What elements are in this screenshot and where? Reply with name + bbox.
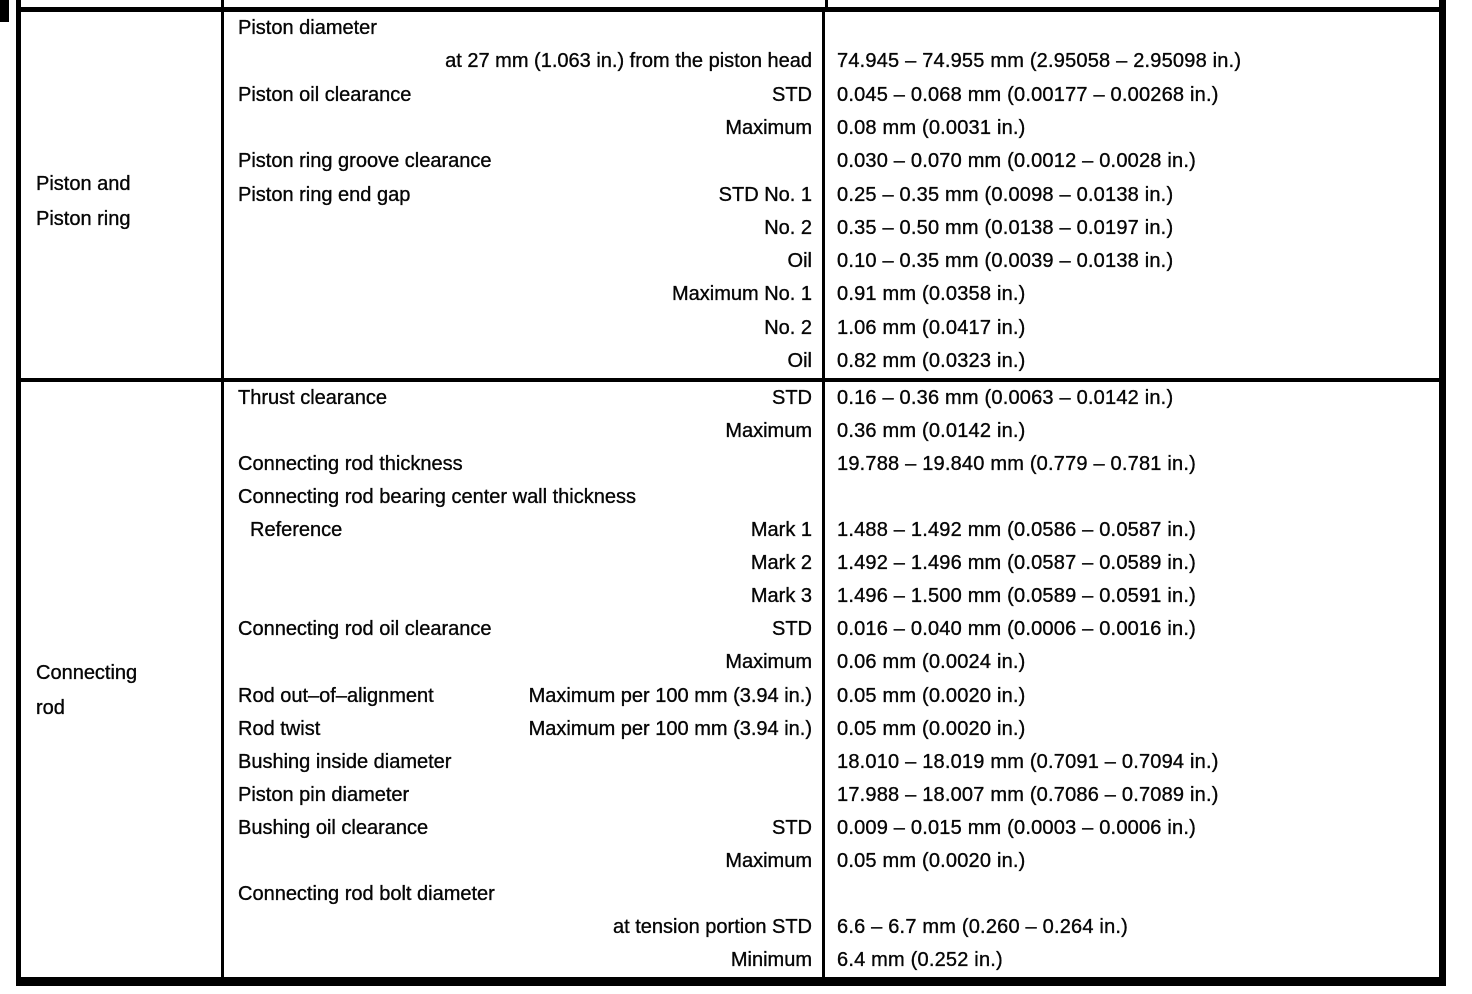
spec-cell xyxy=(224,178,825,211)
spec-cell xyxy=(224,812,825,845)
spec-cell xyxy=(224,79,825,112)
component-label-line: rod xyxy=(36,697,65,720)
spec-row xyxy=(224,613,1439,646)
spec-value: 1.496 – 1.500 mm (0.0589 – 0.0591 in.) xyxy=(837,585,1196,608)
value-cell xyxy=(825,845,1439,878)
value-cell xyxy=(825,415,1439,448)
spec-sublabel: Maximum xyxy=(725,849,812,872)
spec-cell xyxy=(224,345,825,378)
value-cell xyxy=(825,245,1439,278)
table-sections xyxy=(21,12,1439,986)
spec-value: 0.10 – 0.35 mm (0.0039 – 0.0138 in.) xyxy=(837,250,1174,273)
spec-sublabel: Maximum xyxy=(725,420,812,443)
spec-value: 1.06 mm (0.0417 in.) xyxy=(837,316,1026,339)
value-cell xyxy=(825,112,1439,145)
spec-sublabel: STD No. 1 xyxy=(718,183,812,206)
value-cell xyxy=(825,382,1439,415)
spec-row xyxy=(224,312,1439,345)
spec-sublabel: STD xyxy=(772,816,812,839)
spec-sublabel: Maximum xyxy=(725,651,812,674)
spec-cell xyxy=(224,911,825,944)
spec-label: Connecting rod oil clearance xyxy=(238,618,492,641)
spec-label: Piston oil clearance xyxy=(238,83,412,106)
value-cell xyxy=(825,12,1439,45)
spec-row xyxy=(224,212,1439,245)
value-cell xyxy=(825,514,1439,547)
spec-row xyxy=(224,944,1439,977)
spec-row xyxy=(224,345,1439,378)
spec-label: Piston pin diameter xyxy=(238,783,410,806)
value-cell xyxy=(825,580,1439,613)
spec-cell xyxy=(224,878,825,911)
spec-row xyxy=(224,45,1439,78)
spec-sublabel: STD xyxy=(772,618,812,641)
spec-cell xyxy=(224,12,825,45)
spec-row xyxy=(224,145,1439,178)
spec-label: Connecting rod thickness xyxy=(238,453,463,476)
value-cell xyxy=(825,812,1439,845)
spec-value: 0.009 – 0.015 mm (0.0003 – 0.0006 in.) xyxy=(837,816,1196,839)
spec-sublabel: Oil xyxy=(787,250,812,273)
spec-label: Rod twist xyxy=(238,717,321,740)
value-cell xyxy=(825,79,1439,112)
component-label-line: Connecting xyxy=(36,662,138,685)
spec-section xyxy=(21,12,1439,382)
spec-row xyxy=(224,12,1439,45)
spec-value: 18.010 – 18.019 mm (0.7091 – 0.7094 in.) xyxy=(837,750,1219,773)
spec-rows xyxy=(224,382,1439,977)
spec-sublabel: Maximum xyxy=(725,116,812,139)
value-cell xyxy=(825,45,1439,78)
spec-row xyxy=(224,845,1439,878)
spec-cell xyxy=(224,45,825,78)
spec-value: 0.16 – 0.36 mm (0.0063 – 0.0142 in.) xyxy=(837,387,1174,410)
value-cell xyxy=(825,944,1439,977)
spec-cell xyxy=(224,680,825,713)
spec-value: 0.91 mm (0.0358 in.) xyxy=(837,283,1026,306)
spec-row xyxy=(224,779,1439,812)
spec-cell xyxy=(224,580,825,613)
spec-cell xyxy=(224,613,825,646)
spec-sublabel: Minimum xyxy=(730,948,812,971)
spec-row xyxy=(224,746,1439,779)
spec-rows xyxy=(224,12,1439,378)
spec-label: Piston ring end gap xyxy=(238,183,411,206)
spec-row xyxy=(224,713,1439,746)
spec-cell xyxy=(224,779,825,812)
spec-row xyxy=(224,580,1439,613)
spec-cell xyxy=(224,212,825,245)
spec-label: Piston diameter xyxy=(238,17,377,40)
spec-cell xyxy=(224,845,825,878)
spec-value: 74.945 – 74.955 mm (2.95058 – 2.95098 in.) xyxy=(837,50,1242,73)
spec-value: 6.4 mm (0.252 in.) xyxy=(837,948,1003,971)
spec-row xyxy=(224,911,1439,944)
spec-value: 0.016 – 0.040 mm (0.0006 – 0.0016 in.) xyxy=(837,618,1196,641)
spec-cell xyxy=(224,312,825,345)
spec-value: 0.05 mm (0.0020 in.) xyxy=(837,717,1026,740)
spec-value: 0.82 mm (0.0323 in.) xyxy=(837,349,1026,372)
spec-cell xyxy=(224,245,825,278)
spec-sublabel: Mark 3 xyxy=(750,585,812,608)
spec-cell xyxy=(224,746,825,779)
spec-row xyxy=(224,680,1439,713)
spec-sublabel: STD xyxy=(772,83,812,106)
spec-table xyxy=(16,0,1446,986)
spec-value: 0.030 – 0.070 mm (0.0012 – 0.0028 in.) xyxy=(837,150,1196,173)
spec-cell xyxy=(224,547,825,580)
value-cell xyxy=(825,911,1439,944)
value-cell xyxy=(825,212,1439,245)
spec-value: 0.08 mm (0.0031 in.) xyxy=(837,116,1026,139)
partial-spec-cell xyxy=(224,0,828,7)
spec-value: 1.492 – 1.496 mm (0.0587 – 0.0589 in.) xyxy=(837,552,1196,575)
partial-previous-row xyxy=(21,0,1439,12)
spec-row xyxy=(224,481,1439,514)
value-cell xyxy=(825,779,1439,812)
spec-row xyxy=(224,514,1439,547)
spec-row xyxy=(224,278,1439,311)
spec-row xyxy=(224,547,1439,580)
spec-sublabel: Mark 2 xyxy=(750,552,812,575)
spec-label: Bushing inside diameter xyxy=(238,750,452,773)
value-cell xyxy=(825,312,1439,345)
spec-label: Connecting rod bearing center wall thickness xyxy=(238,486,636,509)
spec-cell xyxy=(224,382,825,415)
spec-row xyxy=(224,112,1439,145)
spec-value: 0.045 – 0.068 mm (0.00177 – 0.00268 in.) xyxy=(837,83,1219,106)
spec-label: Thrust clearance xyxy=(238,387,387,410)
value-cell xyxy=(825,547,1439,580)
spec-label: Connecting rod bolt diameter xyxy=(238,882,495,905)
spec-value: 6.6 – 6.7 mm (0.260 – 0.264 in.) xyxy=(837,915,1129,938)
spec-sublabel: at 27 mm (1.063 in.) from the piston head xyxy=(445,50,812,73)
spec-cell xyxy=(224,481,825,514)
value-cell xyxy=(825,613,1439,646)
spec-value: 0.05 mm (0.0020 in.) xyxy=(837,684,1026,707)
spec-row xyxy=(224,79,1439,112)
scan-edge-artifact xyxy=(0,0,9,22)
spec-row xyxy=(224,245,1439,278)
spec-value: 0.05 mm (0.0020 in.) xyxy=(837,849,1026,872)
value-cell xyxy=(825,746,1439,779)
component-label-line: Piston and xyxy=(36,173,131,195)
spec-cell xyxy=(224,278,825,311)
spec-cell xyxy=(224,448,825,481)
spec-cell xyxy=(224,646,825,679)
spec-row xyxy=(224,382,1439,415)
component-label-line: Piston ring xyxy=(36,208,131,230)
spec-sublabel: Maximum No. 1 xyxy=(671,283,812,306)
spec-sublabel: at tension portion STD xyxy=(613,915,812,938)
spec-cell xyxy=(224,713,825,746)
component-cell xyxy=(21,382,224,977)
spec-cell xyxy=(224,145,825,178)
value-cell xyxy=(825,448,1439,481)
spec-label: Rod out–of–alignment xyxy=(238,684,434,707)
spec-sublabel: Mark 1 xyxy=(750,519,812,542)
spec-cell xyxy=(224,514,825,547)
spec-section xyxy=(21,382,1439,986)
value-cell xyxy=(825,345,1439,378)
spec-row xyxy=(224,448,1439,481)
spec-value: 0.36 mm (0.0142 in.) xyxy=(837,420,1026,443)
spec-cell xyxy=(224,944,825,977)
value-cell xyxy=(825,278,1439,311)
spec-value: 19.788 – 19.840 mm (0.779 – 0.781 in.) xyxy=(837,453,1196,476)
value-cell xyxy=(825,646,1439,679)
value-cell xyxy=(825,481,1439,514)
spec-sublabel: STD xyxy=(772,387,812,410)
value-cell xyxy=(825,680,1439,713)
component-cell xyxy=(21,12,224,378)
spec-value: 17.988 – 18.007 mm (0.7086 – 0.7089 in.) xyxy=(837,783,1219,806)
spec-row xyxy=(224,178,1439,211)
spec-row xyxy=(224,415,1439,448)
spec-value: 0.06 mm (0.0024 in.) xyxy=(837,651,1026,674)
value-cell xyxy=(825,178,1439,211)
value-cell xyxy=(825,145,1439,178)
spec-cell xyxy=(224,112,825,145)
value-cell xyxy=(825,878,1439,911)
spec-label: Bushing oil clearance xyxy=(238,816,429,839)
spec-sublabel: Maximum per 100 mm (3.94 in.) xyxy=(528,717,812,740)
value-cell xyxy=(825,713,1439,746)
spec-value: 0.35 – 0.50 mm (0.0138 – 0.0197 in.) xyxy=(837,216,1174,239)
spec-label: Piston ring groove clearance xyxy=(238,150,492,173)
spec-value: 0.25 – 0.35 mm (0.0098 – 0.0138 in.) xyxy=(837,183,1174,206)
partial-value-cell xyxy=(828,0,1439,7)
spec-cell xyxy=(224,415,825,448)
spec-label: Reference xyxy=(250,519,343,542)
spec-value: 1.488 – 1.492 mm (0.0586 – 0.0587 in.) xyxy=(837,519,1196,542)
spec-row xyxy=(224,812,1439,845)
component-label xyxy=(36,167,217,237)
spec-sublabel: Maximum per 100 mm (3.94 in.) xyxy=(528,684,812,707)
spec-sublabel: No. 2 xyxy=(764,216,812,239)
component-label xyxy=(36,656,217,726)
partial-component-cell xyxy=(21,0,224,7)
spec-sublabel: No. 2 xyxy=(764,316,812,339)
spec-row xyxy=(224,878,1439,911)
spec-row xyxy=(224,646,1439,679)
spec-sublabel: Oil xyxy=(787,349,812,372)
